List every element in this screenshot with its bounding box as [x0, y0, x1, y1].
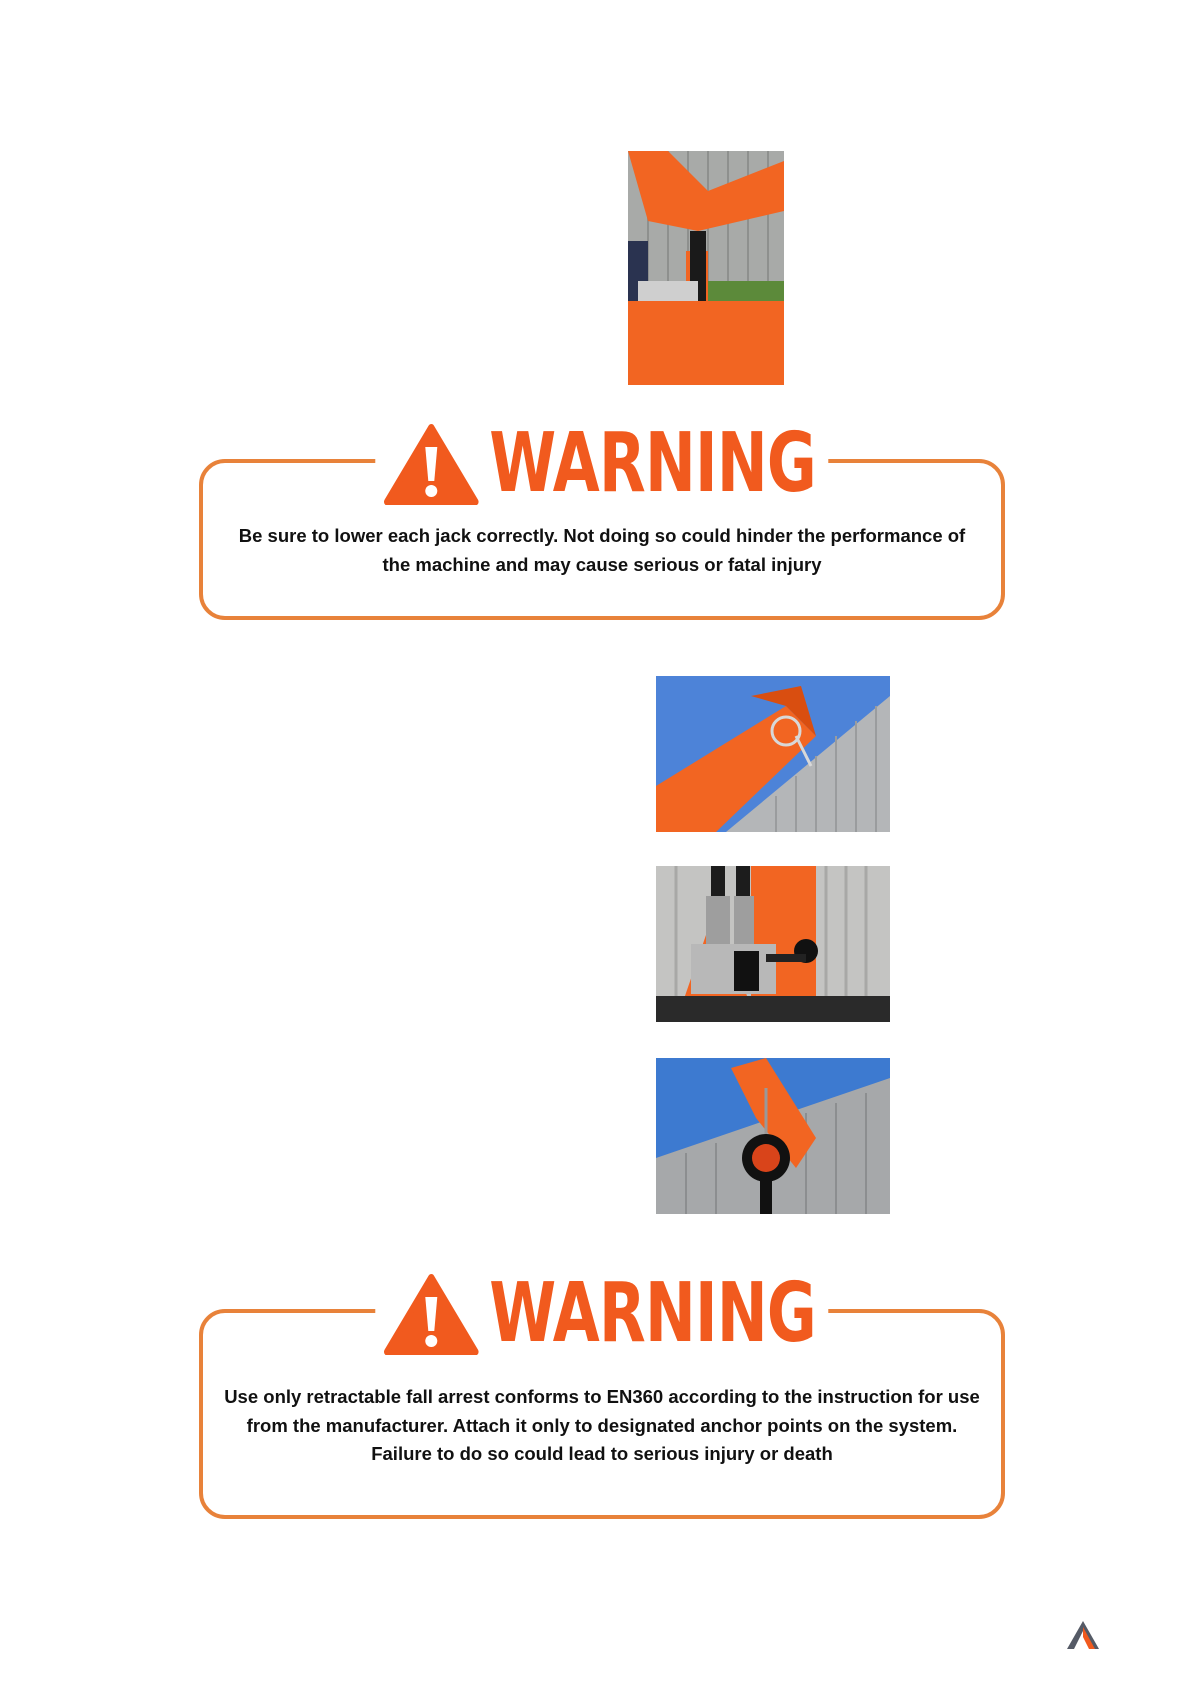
photo-jack [628, 151, 784, 385]
photo-fall-arrest [656, 1058, 890, 1214]
photo-hydraulic-valve [656, 866, 890, 1022]
warning-text: Be sure to lower each jack correctly. Not doing so could hinder the performance of the machine and may cause serious or fatal injury [238, 525, 966, 575]
brand-logo-icon [1065, 1619, 1101, 1651]
warning-triangle-icon [383, 423, 479, 505]
warning-header [375, 1266, 828, 1361]
photo-anchor-pin [656, 676, 890, 832]
warning-text: Use only retractable fall arrest conforms to EN360 according to the instruction for use from the manufacturer. Attach it only to designated anchor points on the system. Failure to do so could lead to serious injury or death [224, 1386, 980, 1464]
warning-triangle-icon [383, 1273, 479, 1355]
warning-title: WARNING [489, 1266, 816, 1361]
warning-header [375, 416, 828, 511]
warning-box-jack [199, 416, 1005, 620]
warning-title: WARNING [489, 416, 816, 511]
warning-box-fall-arrest [199, 1266, 1005, 1519]
